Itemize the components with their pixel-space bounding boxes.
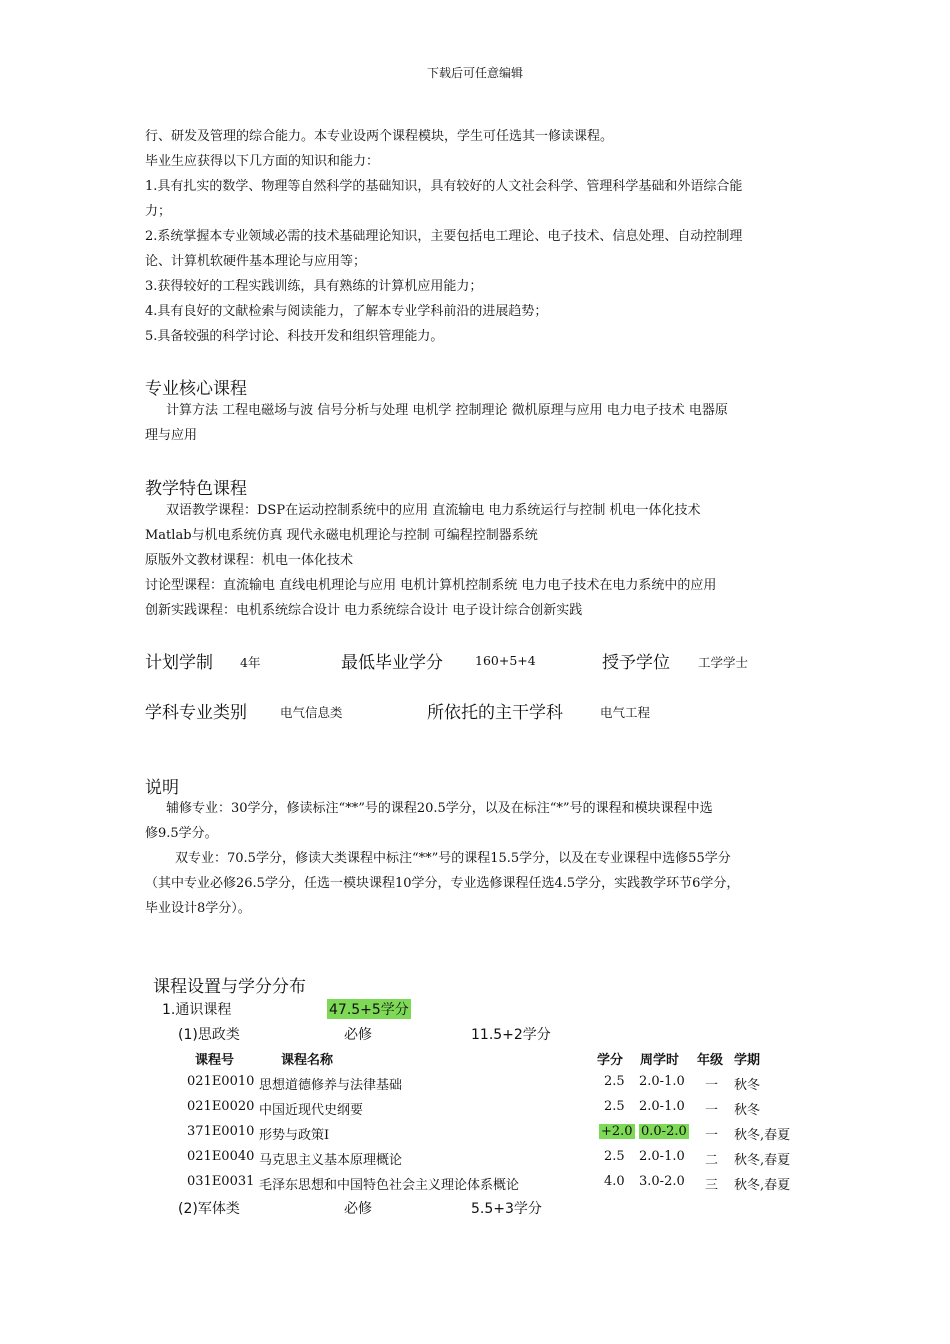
notes-line: 修9.5学分。 xyxy=(145,826,218,841)
degree-label: 授予学位 xyxy=(602,653,670,673)
course-name: 形势与政策Ⅰ xyxy=(259,1128,330,1143)
course-term: 秋冬 xyxy=(734,1103,761,1118)
politics-credits: 11.5+2学分 xyxy=(471,1027,551,1043)
course-grade: 一 xyxy=(705,1103,719,1118)
notes-line: 双专业：70.5学分，修读大类课程中标注“**”号的课程15.5学分，以及在专业课程中选修55学分 xyxy=(175,851,731,866)
course-code: 021E0020 xyxy=(187,1099,255,1114)
course-grade: 一 xyxy=(705,1128,719,1143)
course-code: 021E0040 xyxy=(187,1149,255,1164)
intro-line: 行、研发及管理的综合能力。本专业设两个课程模块，学生可任选其一修读课程。 xyxy=(145,129,614,144)
col-header-hours: 周学时 xyxy=(640,1053,680,1068)
course-term: 秋冬,春夏 xyxy=(734,1128,791,1143)
course-credit: 2.5 xyxy=(604,1149,625,1164)
course-grade: 一 xyxy=(705,1078,719,1093)
course-term: 秋冬 xyxy=(734,1078,761,1093)
notes-line: （其中专业必修26.5学分，任选一模块课程10学分，专业选修课程任选4.5学分，实践教学环节6学分， xyxy=(145,876,740,891)
military-credits: 5.5+3学分 xyxy=(471,1201,542,1217)
course-term: 秋冬,春夏 xyxy=(734,1178,791,1193)
feature-courses-line: 创新实践课程：电机系统综合设计 电力系统综合设计 电子设计综合创新实践 xyxy=(145,603,583,618)
course-hours: 3.0-2.0 xyxy=(639,1174,685,1189)
col-header-term: 学期 xyxy=(734,1053,761,1068)
col-header-grade: 年级 xyxy=(697,1053,724,1068)
discipline-value: 电气工程 xyxy=(600,705,651,720)
course-code: 371E0010 xyxy=(187,1124,255,1139)
intro-line: 2.系统掌握本专业领域必需的技术基础理论知识，主要包括电工理论、电子技术、信息处理、自动控制理 xyxy=(145,229,743,244)
politics-type: 必修 xyxy=(344,1027,372,1043)
intro-line: 4.具有良好的文献检索与阅读能力，了解本专业学科前沿的进展趋势； xyxy=(145,304,548,319)
notes-line: 毕业设计8学分）。 xyxy=(145,901,251,916)
category-value: 电气信息类 xyxy=(280,705,343,720)
course-code: 021E0010 xyxy=(187,1074,255,1089)
col-header-name: 课程名称 xyxy=(281,1053,334,1068)
intro-line: 论、计算机软硬件基本理论与应用等； xyxy=(145,254,367,269)
politics-label: (1)思政类 xyxy=(178,1027,240,1043)
feature-courses-line: 原版外文教材课程：机电一体化技术 xyxy=(145,553,354,568)
course-hours: 2.0-1.0 xyxy=(639,1149,685,1164)
discipline-label: 所依托的主干学科 xyxy=(427,703,563,723)
intro-line: 1.具有扎实的数学、物理等自然科学的基础知识，具有较好的人文社会科学、管理科学基础和外语综合能 xyxy=(145,179,743,194)
page-header: 下载后可任意编辑 xyxy=(426,66,523,80)
feature-courses-line: 双语教学课程：DSP在运动控制系统中的应用 直流输电 电力系统运行与控制 机电一体化技术 xyxy=(166,503,701,518)
category-label: 学科专业类别 xyxy=(145,703,247,723)
intro-line: 毕业生应获得以下几方面的知识和能力： xyxy=(145,154,380,169)
notes-line: 辅修专业：30学分，修读标注“**”号的课程20.5学分，以及在标注“*”号的课程和模块课程中选 xyxy=(166,801,713,816)
feature-courses-title: 教学特色课程 xyxy=(145,479,247,499)
course-name: 毛泽东思想和中国特色社会主义理论体系概论 xyxy=(259,1178,520,1193)
course-term: 秋冬,春夏 xyxy=(734,1153,791,1168)
duration-label: 计划学制 xyxy=(145,653,213,673)
general-courses-credits: 47.5+5学分 xyxy=(327,999,411,1019)
core-courses-title: 专业核心课程 xyxy=(145,379,247,399)
course-hours: 2.0-1.0 xyxy=(639,1099,685,1114)
course-code: 031E0031 xyxy=(187,1174,255,1189)
curriculum-title: 课程设置与学分分布 xyxy=(153,977,306,997)
min-credits-value: 160+5+4 xyxy=(475,653,536,668)
military-label: (2)军体类 xyxy=(178,1201,240,1217)
col-header-code: 课程号 xyxy=(195,1053,235,1068)
course-grade: 三 xyxy=(705,1178,719,1193)
course-credit: 2.5 xyxy=(604,1099,625,1114)
feature-courses-line: 讨论型课程：直流输电 直线电机理论与应用 电机计算机控制系统 电力电子技术在电力系统中的应用 xyxy=(145,578,717,593)
duration-value: 4年 xyxy=(240,655,261,670)
notes-title: 说明 xyxy=(145,778,179,798)
col-header-credit: 学分 xyxy=(597,1053,624,1068)
feature-courses-line: Matlab与机电系统仿真 现代永磁电机理论与控制 可编程控制器系统 xyxy=(145,528,538,543)
course-name: 中国近现代史纲要 xyxy=(259,1103,364,1118)
degree-value: 工学学士 xyxy=(698,655,749,670)
military-type: 必修 xyxy=(344,1201,372,1217)
min-credits-label: 最低毕业学分 xyxy=(341,653,443,673)
course-hours: 0.0-2.0 xyxy=(641,1124,687,1139)
course-grade: 二 xyxy=(705,1153,719,1168)
course-credit: 4.0 xyxy=(604,1174,625,1189)
course-name: 马克思主义基本原理概论 xyxy=(259,1153,403,1168)
core-courses-line: 理与应用 xyxy=(145,428,198,443)
general-courses-label: 1.通识课程 xyxy=(162,1002,232,1018)
course-credit: +2.0 xyxy=(601,1124,633,1139)
intro-line: 3.获得较好的工程实践训练，具有熟练的计算机应用能力； xyxy=(145,279,483,294)
course-hours: 2.0-1.0 xyxy=(639,1074,685,1089)
intro-line: 力； xyxy=(145,204,172,219)
intro-line: 5.具备较强的科学讨论、科技开发和组织管理能力。 xyxy=(145,329,444,344)
course-credit: 2.5 xyxy=(604,1074,625,1089)
course-name: 思想道德修养与法律基础 xyxy=(259,1078,403,1093)
core-courses-line: 计算方法 工程电磁场与波 信号分析与处理 电机学 控制理论 微机原理与应用 电力电子技术 电器原 xyxy=(166,403,728,418)
